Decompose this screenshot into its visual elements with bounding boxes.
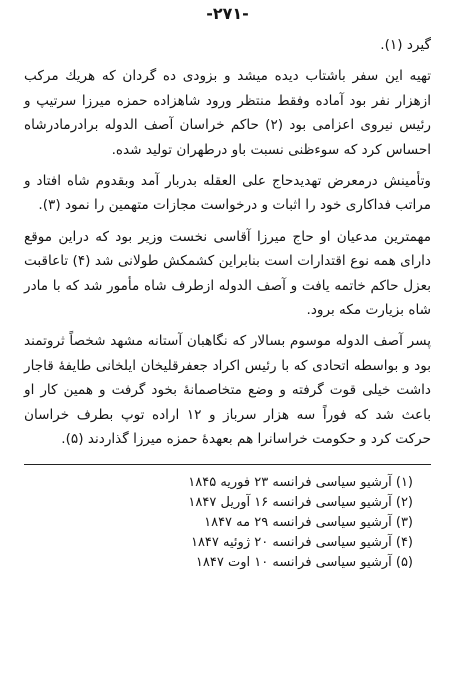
paragraph-3: وتأمینش درمعرض تهدیدحاج علی العقله بدربار آمد وبقدوم شاه افتاد و مراتب فداکاری خود را اثبات و درخواست مجازات متهمین را نمود (۳).: [24, 173, 431, 214]
footnote-3: (۳) آرشیو سیاسی فرانسه ۲۹ مه ۱۸۴۷: [204, 514, 413, 530]
footnote-4: (۴) آرشیو سیاسی فرانسه ۲۰ ژوئیه ۱۸۴۷: [190, 535, 413, 551]
page-number: -۲۷۱-: [206, 4, 249, 23]
paragraph-2: تهیه این سفر باشتاب دیده میشد و بزودی ده گردان که هریك مرکب ازهزار نفر بود آماده وفقط منتظر ورود شاهزاده حمزه میرزا سرتیپ و رئیس نیروی اعزامی بود (۲) حاکم خراسان آصف الدوله برادرمادرشاه احساس کرد که سوءظنی نسبت باو درطهران تولید شده.: [24, 68, 431, 158]
footnote-1: (۱) آرشیو سیاسی فرانسه ۲۳ فوریه ۱۸۴۵: [188, 474, 413, 490]
paragraph-1: گیرد (۱).: [380, 37, 431, 53]
footnote-5: (۵) آرشیو سیاسی فرانسه ۱۰ اوت ۱۸۴۷: [195, 555, 413, 571]
paragraph-5: پسر آصف الدوله موسوم بسالار که نگاهبان آستانه مشهد شخصاً ثروتمند بود و بواسطه اتحادی که با رئیس اکراد جعفرقلیخان ایلخانی طایفهٔ قاجار داشت خیلی قوت گرفته و وضع متخاصمانهٔ بخود گرفت و همین کار او باعث شد که فوراً سه هزار سرباز و ۱۲ اراده توپ بطرف خراسان حرکت کرد و حکومت خراسانرا هم بعهدهٔ حمزه میرزا گذاردند (۵).: [24, 333, 432, 448]
paragraph-4: مهمترین مدعیان او حاج میرزا آقاسی نخست وزیر بود که دراین موقع دارای همه نوع اقتدارات است بنابراین کشمکش طولانی شد (۴) تاعاقبت بعزل حاکم خاتمه یافت و آصف الدوله ازطرف شاه مأمور شد که با مادر شاه بزیارت مکه برود.: [24, 228, 431, 319]
footnote-divider: [24, 464, 431, 465]
footnote-2: (۲) آرشیو سیاسی فرانسه ۱۶ آوریل ۱۸۴۷: [188, 494, 413, 510]
body-text: [24, 33, 431, 452]
footnotes: [24, 473, 431, 574]
